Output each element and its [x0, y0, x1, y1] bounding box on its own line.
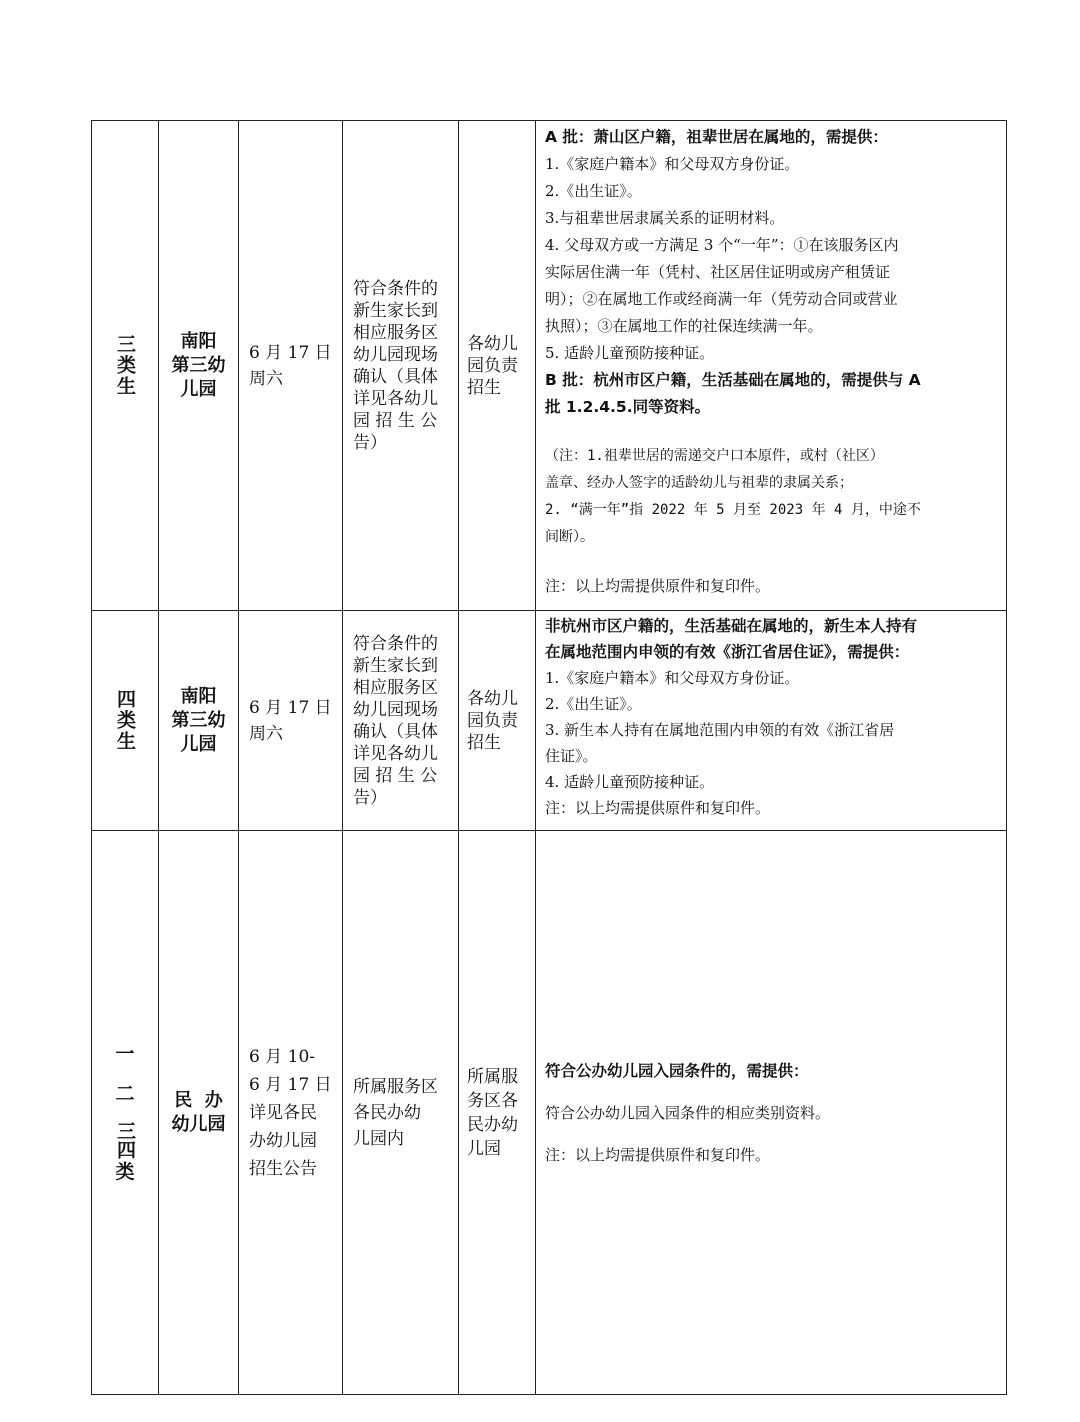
footer-note: 注：以上均需提供原件和复印件。: [545, 799, 771, 817]
category-char: 一: [115, 1042, 135, 1065]
school-line: 南阳: [180, 685, 217, 707]
responsible-line: 务区各: [467, 1090, 518, 1111]
requirement-item: 5. 适龄儿童预防接种证。: [545, 344, 715, 362]
date-line: 周六: [249, 723, 283, 744]
responsible-line: 所属服: [467, 1066, 518, 1087]
requirement-item: 4. 适龄儿童预防接种证。: [545, 773, 715, 791]
requirement-heading: 符合公办幼儿园入园条件的，需提供：: [545, 1061, 809, 1080]
responsible-line: 园负责: [467, 355, 518, 376]
school-line: 第三幼: [171, 354, 226, 376]
batch-a-heading: A 批：萧山区户籍，祖辈世居在属地的，需提供：: [545, 128, 888, 146]
note-line: （注：1.祖辈世居的需递交户口本原件，或村（社区）: [545, 448, 884, 464]
method-line: 园 招 生 公: [353, 410, 438, 431]
footer-note: 注：以上均需提供原件和复印件。: [545, 1145, 771, 1164]
method-line: 园 招 生 公: [353, 765, 438, 786]
method-line: 符合条件的: [353, 633, 438, 654]
spacer: [545, 1127, 998, 1141]
batch-b-heading: B 批：杭州市区户籍，生活基础在属地的，需提供与 A: [545, 371, 921, 389]
table-row: [92, 121, 1007, 611]
category-char: 类: [115, 1160, 135, 1183]
school-line: 幼儿园: [171, 1113, 226, 1135]
method-line: 确认（具体: [353, 721, 438, 742]
note-line: 2. “满一年”指 2022 年 5 月至 2023 年 4 月，中途不: [545, 502, 921, 518]
school-line: 南阳: [180, 330, 217, 352]
school-cell: [159, 611, 239, 831]
spacer: [545, 551, 998, 573]
requirement-item: 3.与祖辈世居隶属关系的证明材料。: [545, 209, 785, 227]
method-line: 符合条件的: [353, 278, 438, 299]
method-line: 详见各幼儿: [353, 388, 438, 409]
date-line: 6 月 17 日: [249, 1074, 332, 1095]
requirements-cell: [536, 611, 1007, 831]
batch-b-heading: 批 1.2.4.5.同等资料。: [545, 398, 711, 416]
date-line: 6 月 17 日: [249, 342, 332, 363]
requirements-cell: [536, 831, 1007, 1395]
requirement-body: 符合公办幼儿园入园条件的相应类别资料。: [545, 1103, 831, 1122]
responsible-cell: [459, 611, 536, 831]
note-line: 盖章、经办人签字的适龄幼儿与祖辈的隶属关系；: [545, 475, 853, 491]
requirement-item: 1.《家庭户籍本》和父母双方身份证。: [545, 669, 800, 687]
spacer: [92, 1107, 158, 1121]
school-line: 第三幼: [171, 709, 226, 731]
responsible-cell: [459, 121, 536, 611]
note-line: 间断）。: [545, 529, 594, 545]
school-line: 民 办: [174, 1089, 223, 1111]
requirement-heading: 在属地范围内申领的有效《浙江省居住证》，需提供：: [545, 643, 910, 661]
table-row: [92, 831, 1007, 1395]
method-line: 新生家长到: [353, 300, 438, 321]
category-char: 四类生: [114, 689, 136, 752]
category-cell: [92, 611, 159, 831]
spacer: [545, 1085, 998, 1099]
responsible-line: 招生: [467, 732, 501, 753]
requirements-cell: [536, 121, 1007, 611]
method-line: 告）: [353, 787, 387, 808]
method-line: 确认（具体: [353, 366, 438, 387]
responsible-line: 民办幼: [467, 1114, 518, 1135]
requirement-heading: 非杭州市区户籍的，生活基础在属地的，新生本人持有: [545, 617, 918, 635]
category-cell: [92, 121, 159, 611]
responsible-line: 各幼儿: [467, 688, 518, 709]
date-line: 6 月 10-: [249, 1046, 315, 1067]
date-line: 招生公告: [249, 1158, 317, 1179]
requirement-item: 3. 新生本人持有在属地范围内申领的有效《浙江省居: [545, 721, 895, 739]
date-cell: [239, 121, 343, 611]
table-row: [92, 611, 1007, 831]
date-line: 办幼儿园: [249, 1130, 317, 1151]
requirement-item: 执照）；③在属地工作的社保连续满一年。: [545, 317, 823, 335]
method-line: 各民办幼: [353, 1102, 421, 1123]
method-cell: [343, 121, 459, 611]
responsible-cell: [459, 831, 536, 1395]
date-cell: [239, 611, 343, 831]
date-cell: [239, 831, 343, 1395]
requirement-item: 实际居住满一年（凭村、社区居住证明或房产租赁证: [545, 263, 891, 281]
date-line: 周六: [249, 368, 283, 389]
requirement-item: 住证》。: [545, 747, 598, 765]
method-line: 所属服务区: [353, 1076, 438, 1097]
category-char: 二: [115, 1082, 135, 1105]
school-cell: [159, 831, 239, 1395]
responsible-line: 儿园: [467, 1138, 501, 1159]
method-line: 儿园内: [353, 1128, 404, 1149]
method-cell: [343, 831, 459, 1395]
requirement-item: 1.《家庭户籍本》和父母双方身份证。: [545, 155, 800, 173]
date-line: 6 月 17 日: [249, 697, 332, 718]
responsible-line: 园负责: [467, 710, 518, 731]
enrollment-table: [91, 120, 1007, 1395]
date-line: 详见各民: [249, 1102, 317, 1123]
method-line: 告）: [353, 432, 387, 453]
category-char: 三四: [114, 1120, 136, 1159]
method-line: 幼儿园现场: [353, 344, 438, 365]
school-cell: [159, 121, 239, 611]
requirement-item: 4. 父母双方或一方满足 3 个“一年”：①在该服务区内: [545, 236, 899, 254]
method-line: 相应服务区: [353, 677, 438, 698]
requirement-item: 2.《出生证》。: [545, 695, 642, 713]
requirement-item: 2.《出生证》。: [545, 182, 642, 200]
responsible-line: 各幼儿: [467, 333, 518, 354]
method-line: 幼儿园现场: [353, 699, 438, 720]
school-line: 儿园: [180, 733, 217, 755]
category-cell: [92, 831, 159, 1395]
requirement-item: 明）；②在属地工作或经商满一年（凭劳动合同或营业: [545, 290, 898, 308]
method-line: 新生家长到: [353, 655, 438, 676]
method-cell: [343, 611, 459, 831]
school-line: 儿园: [180, 378, 217, 400]
method-line: 相应服务区: [353, 322, 438, 343]
category-char: 三类生: [114, 334, 136, 397]
footer-note: 注：以上均需提供原件和复印件。: [545, 577, 771, 595]
method-line: 详见各幼儿: [353, 743, 438, 764]
spacer: [545, 421, 998, 443]
responsible-line: 招生: [467, 377, 501, 398]
spacer: [92, 1067, 158, 1081]
